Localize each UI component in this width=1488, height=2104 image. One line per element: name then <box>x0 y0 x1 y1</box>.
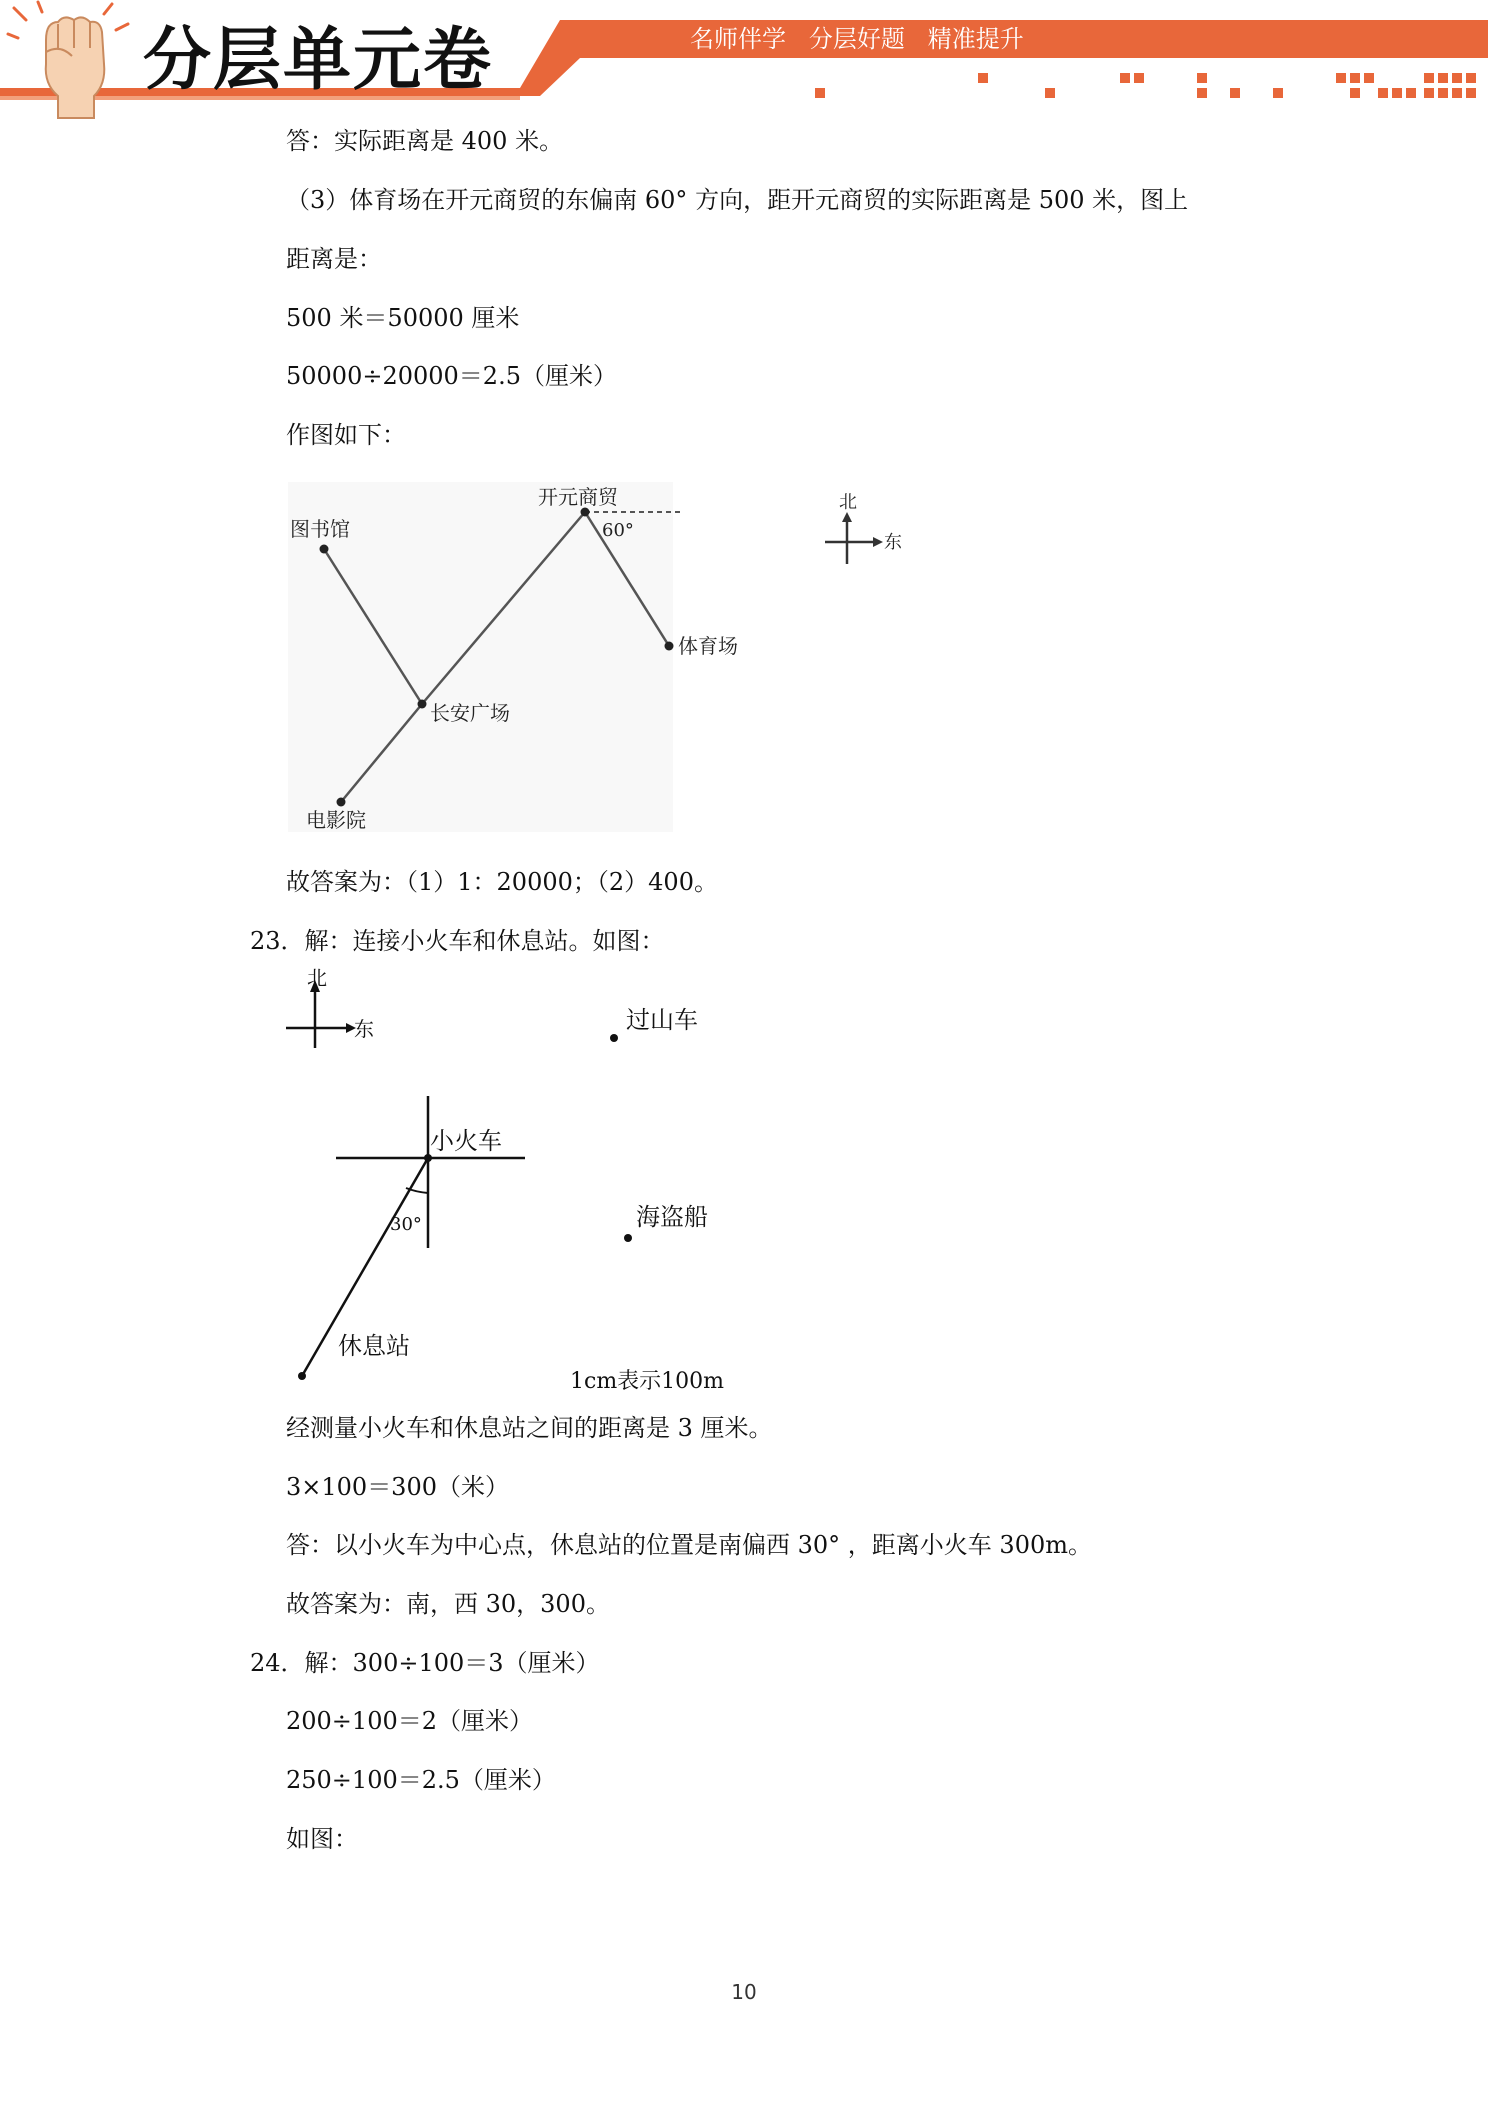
draw-intro-line: 作图如下： <box>286 421 406 449</box>
label-cinema: 电影院 <box>306 808 366 832</box>
page-header <box>0 0 1488 120</box>
label-library: 图书馆 <box>290 517 350 541</box>
calc-line: 50000÷20000＝2.5（厘米） <box>286 362 617 390</box>
compass-north-label: 北 <box>839 492 857 513</box>
label-roller-coaster: 过山车 <box>626 1006 698 1034</box>
answer-line: 答：实际距离是 400 米。 <box>286 127 564 155</box>
brand-slogan: 名师伴学 分层好题 精准提升 <box>690 25 1024 53</box>
brand-title: 分层单元卷 <box>143 21 494 100</box>
label-pirate-ship: 海盗船 <box>636 1203 708 1231</box>
calc-line: 250÷100＝2.5（厘米） <box>286 1766 556 1794</box>
conclusion-line: 故答案为：南，西 30，300。 <box>286 1590 610 1618</box>
label-rest-station: 休息站 <box>338 1332 410 1360</box>
label-angle-30: 30° <box>390 1214 422 1235</box>
label-changan: 长安广场 <box>430 701 510 725</box>
compass-east-label: 东 <box>354 1017 374 1041</box>
question-3-line: （3）体育场在开元商贸的东偏南 60° 方向，距开元商贸的实际距离是 500 米，图上 <box>286 186 1189 214</box>
fist-icon <box>6 0 136 120</box>
scale-label: 1cm表示100m <box>570 1369 725 1394</box>
compass-north-label: 北 <box>307 968 327 990</box>
map-figure-1 <box>288 482 908 832</box>
label-train: 小火车 <box>430 1127 502 1155</box>
question-23-line: 23．解：连接小火车和休息站。如图： <box>250 927 665 955</box>
figure-intro-line: 如图： <box>286 1825 358 1853</box>
label-kaiyuan: 开元商贸 <box>538 485 618 509</box>
label-stadium: 体育场 <box>678 634 738 658</box>
question-24-line: 24．解：300÷100＝3（厘米） <box>250 1649 600 1677</box>
page-number: 10 <box>731 1980 757 2004</box>
conclusion-line: 故答案为：（1）1：20000；（2）400。 <box>286 868 718 896</box>
map-figure-2 <box>280 968 730 1398</box>
calc-line: 200÷100＝2（厘米） <box>286 1707 533 1735</box>
answer-line: 答：以小火车为中心点，休息站的位置是南偏西 30° ，距离小火车 300m。 <box>286 1531 1092 1559</box>
question-3-line-cont: 距离是： <box>286 245 382 273</box>
calc-line: 500 米＝50000 厘米 <box>286 304 520 332</box>
compass-east-label: 东 <box>884 532 902 553</box>
calc-line: 3×100＝300（米） <box>286 1473 509 1501</box>
measure-line: 经测量小火车和休息站之间的距离是 3 厘米。 <box>286 1414 773 1442</box>
compass-icon <box>286 990 348 1048</box>
label-angle-60: 60° <box>602 520 634 541</box>
